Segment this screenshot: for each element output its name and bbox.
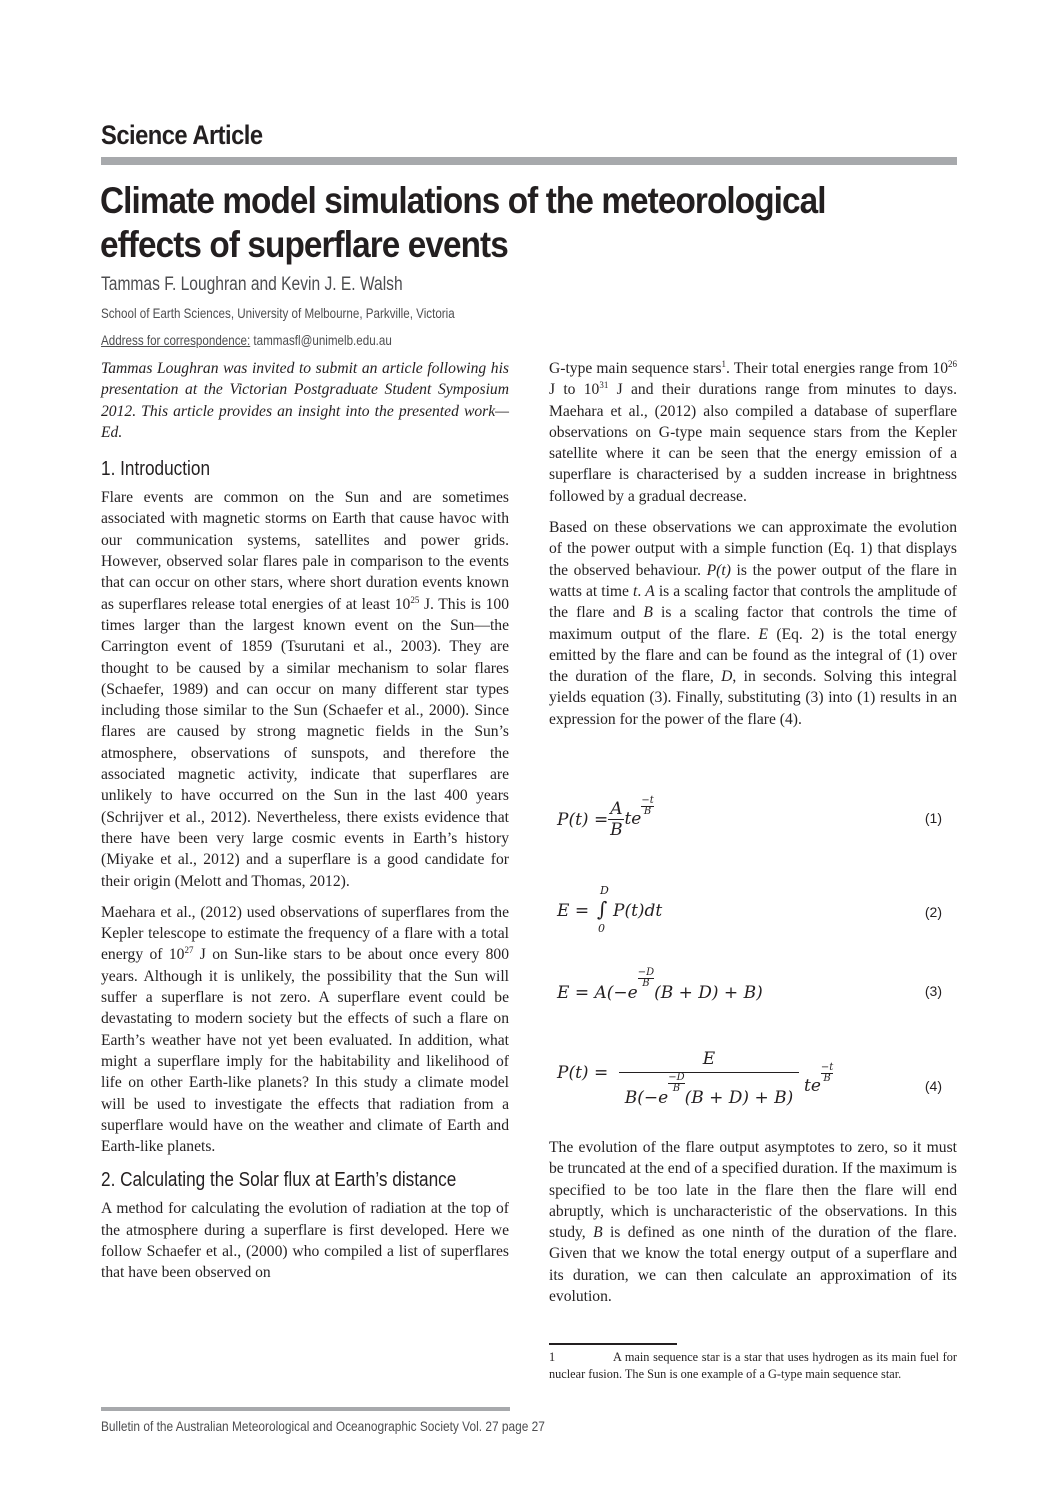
footnote bbox=[549, 1349, 957, 1383]
correspondence bbox=[101, 332, 392, 348]
equation-4: P(t) = E B(−e $\frac{-D}{B}$ (B + D) + B) te $\frac{-t}{B}$ (4) bbox=[557, 1046, 947, 1112]
equation-3: E = A(−e $\frac{-D}{B}$ (B + D) + B) (3) bbox=[557, 967, 942, 1003]
left-column bbox=[101, 358, 509, 1294]
equation-number: (2) bbox=[924, 904, 942, 920]
affiliation: School of Earth Sciences, University of Melbourne, Parkville, Victoria bbox=[101, 305, 455, 321]
correspondence-email[interactable]: tammasfl@unimelb.edu.au bbox=[253, 332, 392, 348]
equation-number: (3) bbox=[924, 983, 942, 999]
header-rule bbox=[101, 157, 957, 165]
paragraph-method: A method for calculating the evolution of radiation at the top of the atmosphere during a superflare is first developed. Here we follow Schaefer et al., (2000) who compiled a list of superflares that have been observed on bbox=[101, 1200, 509, 1282]
equation-2: E = D ∫ 0 P(t)dt (2) bbox=[557, 884, 942, 935]
page-footer: Bulletin of the Australian Meteorological and Oceanographic Society Vol. 27 page 27 bbox=[101, 1418, 545, 1434]
heading-introduction: 1. Introduction bbox=[101, 458, 211, 481]
paragraph-intro-2: Maehara et al., (2012) used observations of superflares from the Kepler telescope to estimate the frequency of a flare with a total energy of $10^{27}$ J on Sun-like stars to be about once every 800 years. Although it is unlikely, the possibility that the Sun will suffer a superflare is not zero. A superflare event could be devastating to modern society but the effects of such a flare on Earth’s weather have not yet been evaluated. In addition, what might a superflare imply for the habitability and likelihood of life on other Earth-like planets? In this study a climate model will be used to investigate the effects that radiation from a superflare would have on the weather and climate of Earth and Earth-like planets. bbox=[101, 903, 509, 1156]
article-title: Climate model simulations of the meteorological effects of superflare events bbox=[100, 180, 826, 265]
paragraph-intro-1: Flare events are common on the Sun and are sometimes associated with magnetic storms on Earth that cause havoc with our communication systems, satellites and power grids. However, observed solar flares pale in comparison to the events that can occur on other stars, where short duration events known as superflares release total energies of at least $10^{25}$ J. This is 100 times larger than the largest known event on the Sun—the Carrington event of 1859 (Tsurutani et al., 2003). They are thought to be caused by a similar mechanism to solar flares (Schaefer, 1989) and can occur on many different star types including those similar to the Sun (Schaefer et al., 2000). Since flares are caused by strong magnetic fields in the Sun’s atmosphere, observations of sunspots, and therefore the associated magnetic activity, indicate that superflares are unlikely to have occurred on the Sun in the last 400 years (Schrijver et al., 2012). Nevertheless, there exists evidence that there have been very large cosmic events in Earth’s history (Miyake et al., 2012) and a superflare is a good candidate for their origin (Melott and Thomas, 2012). bbox=[101, 489, 509, 890]
right-column-continued bbox=[549, 1137, 957, 1317]
footnote-ref[interactable]: 1 bbox=[721, 359, 727, 369]
right-column bbox=[549, 358, 957, 740]
footnote-text: A main sequence star is a star that uses hydrogen as its main fuel for nuclear fusion. The Sun is one example of a G-type main sequence star. bbox=[549, 1350, 957, 1381]
section-label: Science Article bbox=[101, 120, 263, 150]
equation-number: (1) bbox=[924, 810, 942, 826]
paragraph-truncation: The evolution of the flare output asymptotes to zero, so it must be truncated at the end of a specified duration. If the maximum is specified to be too late in the flare then the flare will end abruptly, which is uncharacteristic of the observations. In this study, B is defined as one ninth of the duration of the flare. Given that we know the total energy output of a superflare and its duration, we can then calculate an approximation of its evolution. bbox=[549, 1139, 958, 1306]
equation-number: (4) bbox=[924, 1078, 942, 1094]
equation-1: P(t) = $\frac{A}{B}$ te $\frac{-t}{B}$ (1) bbox=[557, 795, 942, 840]
footnote-rule bbox=[549, 1343, 677, 1345]
correspondence-label: Address for correspondence: bbox=[101, 332, 251, 348]
editor-note: Tammas Loughran was invited to submit an article following his presentation at the Victorian Postgraduate Student Symposium 2012. This article provides an insight into the presented work—Ed. bbox=[101, 360, 509, 441]
heading-solar-flux: 2. Calculating the Solar flux at Earth’s distance bbox=[101, 1169, 457, 1192]
authors: Tammas F. Loughran and Kevin J. E. Walsh bbox=[101, 274, 403, 295]
footnote-number: 1 bbox=[549, 1350, 556, 1364]
paragraph-observations: Based on these observations we can approximate the evolution of the power output with a simple function (Eq. 1) that displays the observed behaviour. P(t) is the power output of the flare in watts at time t. A is a scaling factor that controls the amplitude of the flare and B is a scaling factor that controls the time of maximum output of the flare. E (Eq. 2) is the total energy emitted by the flare and can be found as the integral of (1) over the duration of the flare, D, in seconds. Solving this integral yields equation (3). Finally, substituting (3) into (1) results in an expression for the power of the flare (4). bbox=[549, 519, 957, 728]
footer-rule bbox=[101, 1407, 510, 1411]
paragraph-gtype: G-type main sequence stars$^1$. Their total energies range from $10^{26}$ J to $10^{31}$ J and their durations range from minutes to days. Maehara et al., (2012) also compiled a database of superflare observations on G-type main sequence stars from the Kepler satellite where it can be seen that the energy emission of a superflare is characterised by a sudden increase in brightness followed by a gradual decrease. bbox=[549, 359, 958, 505]
